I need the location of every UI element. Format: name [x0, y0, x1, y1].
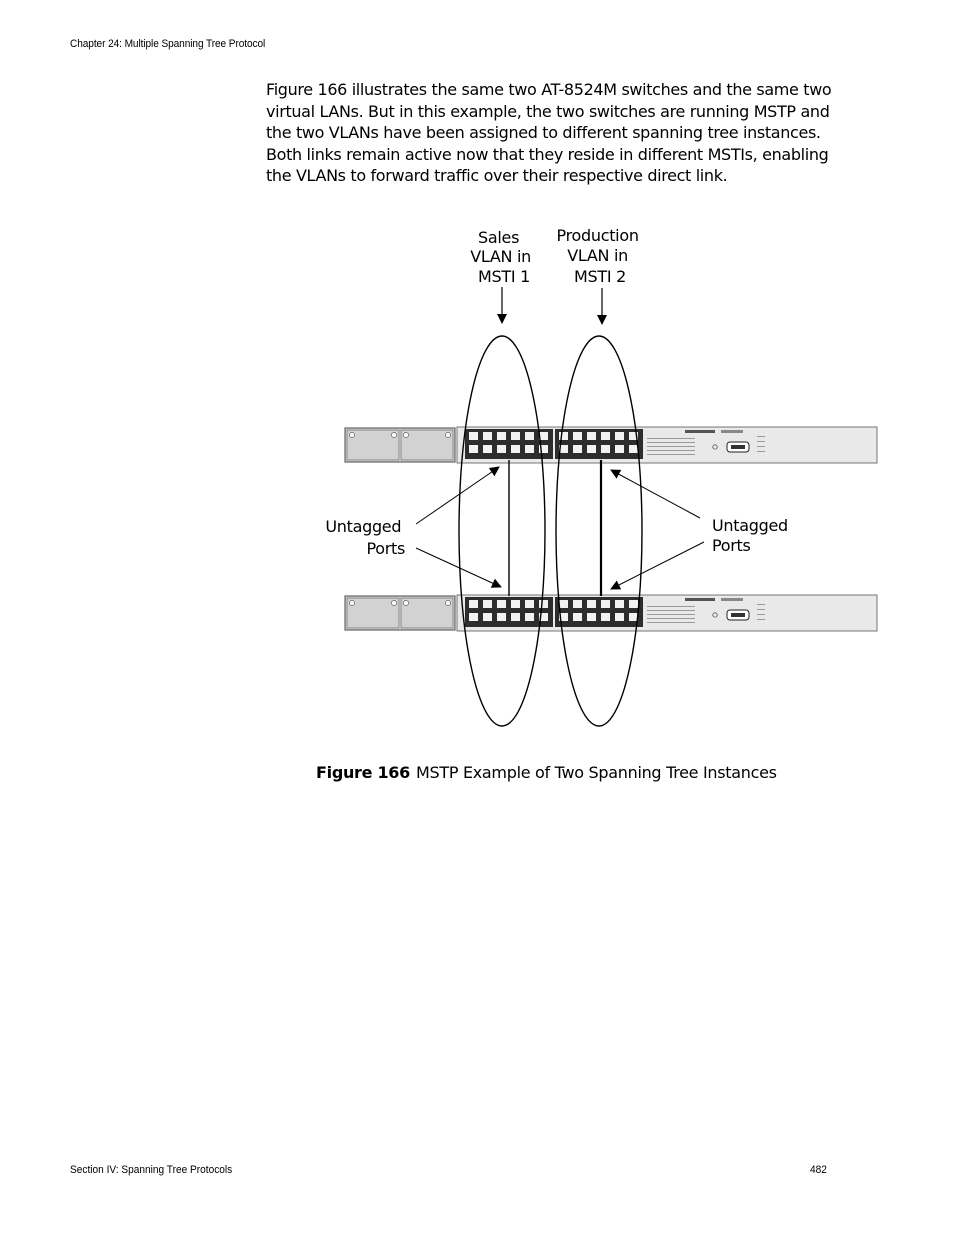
figure-number: Figure 166 — [316, 763, 410, 782]
figure-title: MSTP Example of Two Spanning Tree Instances — [415, 763, 777, 782]
switch-top — [345, 427, 877, 463]
untagged-ports-label-right: Untagged Ports — [712, 516, 788, 555]
untagged-ports-label-left: Untagged Ports — [325, 517, 405, 558]
production-vlan-label: Production VLAN in MSTI 2 — [556, 226, 639, 286]
untagged-arrow-right-top — [611, 470, 700, 518]
body-paragraph: Figure 166 illustrates the same two AT-8524M switches and the same two virtual LANs. But in this example, the two switches are running MSTP and the two VLANs have been assigned to different spanning tree instances. Both links remain active now that they reside in different MSTIs, enabling the VLANs to forward traffic over their respective direct link. — [266, 80, 832, 186]
untagged-arrow-left-top — [416, 467, 499, 524]
switch-bottom — [345, 595, 877, 631]
msti-1-ellipse — [459, 336, 545, 726]
figure-caption — [316, 763, 777, 782]
footer-section: Section IV: Spanning Tree Protocols — [70, 1164, 233, 1176]
sales-vlan-label: Sales VLAN in MSTI 1 — [470, 228, 531, 286]
untagged-arrow-left-bottom — [416, 548, 501, 587]
msti-2-ellipse — [556, 336, 642, 726]
running-header: Chapter 24: Multiple Spanning Tree Protocol — [70, 38, 266, 50]
untagged-arrow-right-bottom — [611, 542, 704, 589]
page-number: 482 — [810, 1164, 827, 1176]
